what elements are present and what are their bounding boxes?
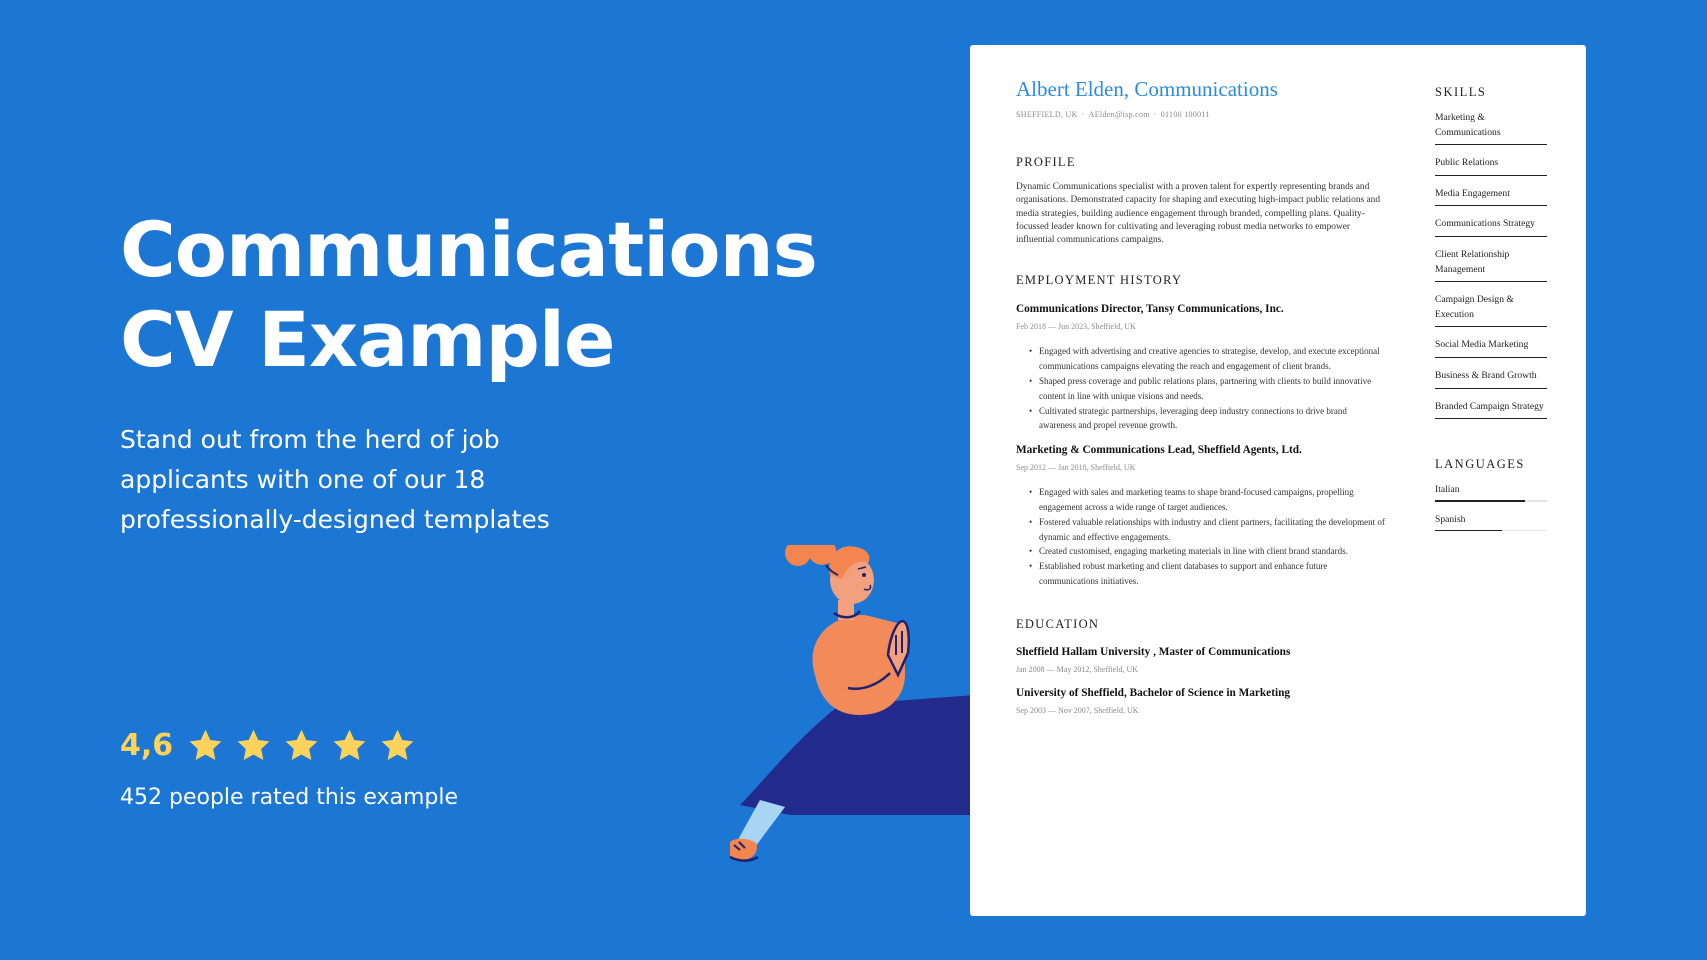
job-bullet: • Cultivated strategic partnerships, leveraging deep industry connections to drive brand awareness and propel revenue growth. (1029, 404, 1386, 434)
skill-item: Media Engagement (1435, 187, 1547, 207)
job-bullets (1016, 485, 1386, 589)
profile-text: Dynamic Communications specialist with a proven talent for expertly representing brands and organisations. Demonstrated capacity for shaping and executing high-impact public relations and media strategies, building audience engagement through branded, compelling plans. Quality-focussed leader known for cultivating and leveraging robust media networks to empower influential communications campaigns. (1016, 182, 1381, 246)
job-bullets (1016, 344, 1386, 433)
job-bullet: • Created customised, engaging marketing materials in line with client brand standards. (1029, 544, 1386, 559)
resume-side-column (1435, 85, 1547, 542)
resume-main-column (1016, 77, 1386, 728)
skill-item: Public Relations (1435, 156, 1547, 176)
education-entry (1016, 687, 1386, 715)
education-title: University of Sheffield, Bachelor of Science in Marketing (1016, 686, 1291, 699)
resume-name: Albert Elden, Communications (1016, 77, 1278, 101)
skill-item: Social Media Marketing (1435, 338, 1547, 358)
skill-item: Marketing & Communications (1435, 111, 1547, 145)
job-bullet: • Fostered valuable relationships with industry and client partners, facilitating the development of dynamic and effective engagements. (1029, 515, 1386, 545)
job-bullet: • Shaped press coverage and public relations plans, partnering with clients to build innovative content in line with unique visions and needs. (1029, 374, 1386, 404)
skill-item: Communications Strategy (1435, 217, 1547, 237)
language-item (1435, 483, 1547, 502)
star-icon (283, 727, 320, 764)
job-dates: Feb 2018 — Jun 2023, Sheffield, UK (1016, 322, 1136, 332)
star-icon (235, 727, 272, 764)
woman-illustration (730, 545, 975, 875)
star-icon (187, 727, 224, 764)
job-entry (1016, 303, 1386, 433)
profile-heading: PROFILE (1016, 155, 1076, 169)
education-dates: Sep 2003 — Nov 2007, Sheffield, UK (1016, 705, 1139, 715)
page-title: Communications CV Example (120, 205, 817, 384)
rating-count: 452 people rated this example (120, 785, 459, 810)
contact-email: AElden@isp.com (1088, 110, 1150, 119)
education-title: Sheffield Hallam University , Master of Communications (1016, 645, 1291, 658)
job-dates: Sep 2012 — Jan 2018, Sheffield, UK (1016, 463, 1136, 473)
language-name: Spanish (1435, 513, 1466, 525)
rating-score: 4,6 (120, 728, 174, 763)
education-entry (1016, 646, 1386, 674)
job-title: Communications Director, Tansy Communications, Inc. (1016, 303, 1284, 316)
resume-contact: SHEFFIELD, UK · AElden@isp.com · 01100 100011 (1016, 110, 1210, 119)
rating-stars (187, 727, 427, 764)
skill-item: Branded Campaign Strategy (1435, 400, 1547, 420)
skills-heading: SKILLS (1435, 85, 1487, 99)
contact-location: SHEFFIELD, UK (1016, 110, 1078, 119)
job-bullet: • Engaged with advertising and creative agencies to strategise, develop, and execute exceptional communications campaigns elevating the reach and engagement of client brands. (1029, 344, 1386, 374)
skill-item: Campaign Design & Execution (1435, 293, 1547, 327)
education-heading: EDUCATION (1016, 616, 1100, 631)
language-item (1435, 513, 1547, 532)
contact-phone: 01100 100011 (1160, 110, 1210, 119)
job-bullet: • Established robust marketing and client databases to support and enhance future communications initiatives. (1029, 559, 1386, 589)
skill-item: Business & Brand Growth (1435, 369, 1547, 389)
resume-preview[interactable] (970, 45, 1586, 916)
languages-heading: LANGUAGES (1435, 457, 1525, 472)
education-dates: Jan 2008 — May 2012, Sheffield, UK (1016, 664, 1139, 674)
star-icon (331, 727, 368, 764)
language-name: Italian (1435, 484, 1460, 496)
star-icon (379, 727, 416, 764)
language-level-bar (1435, 500, 1525, 502)
skill-item: Client Relationship Management (1435, 248, 1547, 282)
employment-heading: EMPLOYMENT HISTORY (1016, 273, 1183, 288)
page-subtitle: Stand out from the herd of job applicants with one of our 18 professionally-designed templates (120, 425, 550, 534)
language-level-bar (1435, 530, 1502, 532)
job-title: Marketing & Communications Lead, Sheffield Agents, Ltd. (1016, 444, 1302, 457)
job-entry (1016, 444, 1386, 589)
rating-row (120, 727, 427, 764)
job-bullet: • Engaged with sales and marketing teams to shape brand-focused campaigns, propelling engagement across a wide range of target audiences. (1029, 485, 1386, 515)
